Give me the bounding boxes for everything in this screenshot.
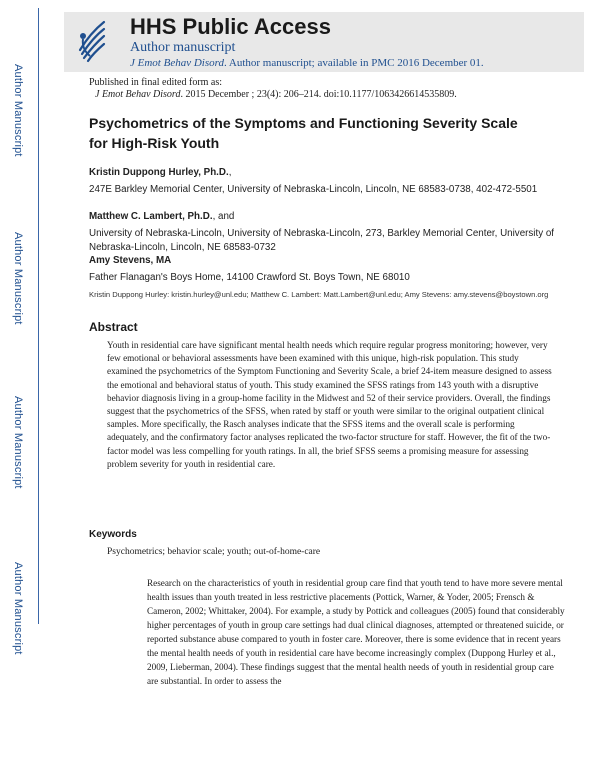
keywords-text: Psychometrics; behavior scale; youth; out-of-home-care — [107, 547, 321, 557]
author-block — [89, 210, 559, 255]
author-affiliation: University of Nebraska-Lincoln, University of Nebraska-Lincoln, 273, Barkley Memorial Center, University of Nebraska-Lincoln, Lincoln, NE 68583-0732 — [89, 228, 554, 253]
intro-paragraph: Research on the characteristics of youth in residential group care find that youth tend to have more severe mental health issues than youth treated in less restrictive placements (Pottick, Warner, & Yoder, 2005; Frensch & Cameron, 2002; Whittaker, 2004). For example, a study by Pottick and colleagues (2005) found that considerably higher percentages of youth in group care settings had dual clinical diagnoses, attempted or threatened suicide, or reported substance abuse compared to youth in foster care. Moreover, there is some evidence that in recent years the mental health needs of youth in residential care have become increasingly complex (Duppong Hurley et al., 2009, Lieberman, 2004). These findings suggest that the mental health needs of youth in residential group care are substantial. In order to assess the — [147, 578, 565, 686]
journal-abbrev: J Emot Behav Disord — [130, 57, 224, 69]
citation-details: . 2015 December ; 23(4): 206–214. doi:10.1177/1063426614535809. — [180, 89, 457, 100]
published-final-form: Published in final edited form as: — [89, 77, 223, 88]
author-name: Kristin Duppong Hurley, Ph.D. — [89, 167, 229, 178]
author-affiliation: Father Flanagan's Boys Home, 14100 Crawford St. Boys Town, NE 68010 — [89, 272, 410, 283]
author-block — [89, 166, 559, 197]
author-name: Amy Stevens, MA — [89, 255, 172, 266]
author-name: Matthew C. Lambert, Ph.D. — [89, 211, 213, 222]
side-label-author-manuscript: Author Manuscript — [12, 562, 24, 655]
citation-journal: J Emot Behav Disord — [95, 89, 181, 100]
abstract-text: Youth in residential care have significant mental health needs which require regular progress monitoring; however, very few emotional or behavioral assessments have been examined with this unique, high-risk population. This study examined the psychometrics of the Symptom Functioning and Severity Scale, a brief 24-item measure designed to assess the emotional and behavioral status of youth. This study examined the SFSS ratings from 143 youth with a disruptive behavior diagnosis living in a group-home facility in the Midwest and 52 of their service providers. Overall, the findings suggest that the psychometrics of the SFSS, when rated by staff or youth were similar to the original outpatient clinical samples. More specifically, the Rasch analyses indicate that the SFSS items and the overall scale is performing adequately, and the confirmatory factor analyses replicated the two-factor structure for staff. However, the fit of the two-factor model was less compelling for youth ratings. In all, the brief SFSS seems a promising measure for assessing problem severity for youth in residential care. — [107, 340, 552, 469]
author-manuscript-label: Author manuscript — [130, 40, 236, 55]
abstract-heading: Abstract — [89, 320, 138, 334]
paper-title: Psychometrics of the Symptoms and Functioning Severity Scale for High-Risk Youth — [89, 115, 518, 151]
citation-line — [95, 89, 457, 100]
hhs-eagle-logo-icon — [76, 16, 108, 66]
journal-availability-line — [130, 57, 484, 69]
availability-text: . Author manuscript; available in PMC 2016 December 01. — [224, 57, 484, 69]
side-label-author-manuscript: Author Manuscript — [12, 64, 24, 157]
author-suffix: , — [228, 167, 232, 178]
side-label-author-manuscript: Author Manuscript — [12, 396, 24, 489]
author-affiliation: 247E Barkley Memorial Center, University of Nebraska-Lincoln, Lincoln, NE 68583-0738, 402-472-5501 — [89, 184, 538, 195]
keywords-heading: Keywords — [89, 529, 137, 540]
author-block — [89, 254, 559, 285]
side-label-author-manuscript: Author Manuscript — [12, 232, 24, 325]
author-suffix: , and — [212, 211, 235, 222]
author-emails: Kristin Duppong Hurley: kristin.hurley@unl.edu; Matthew C. Lambert: Matt.Lambert@unl.edu; Amy Stevens: amy.stevens@boystown.org — [89, 290, 549, 299]
margin-rule — [38, 8, 39, 624]
hhs-public-access-title: HHS Public Access — [130, 14, 331, 39]
